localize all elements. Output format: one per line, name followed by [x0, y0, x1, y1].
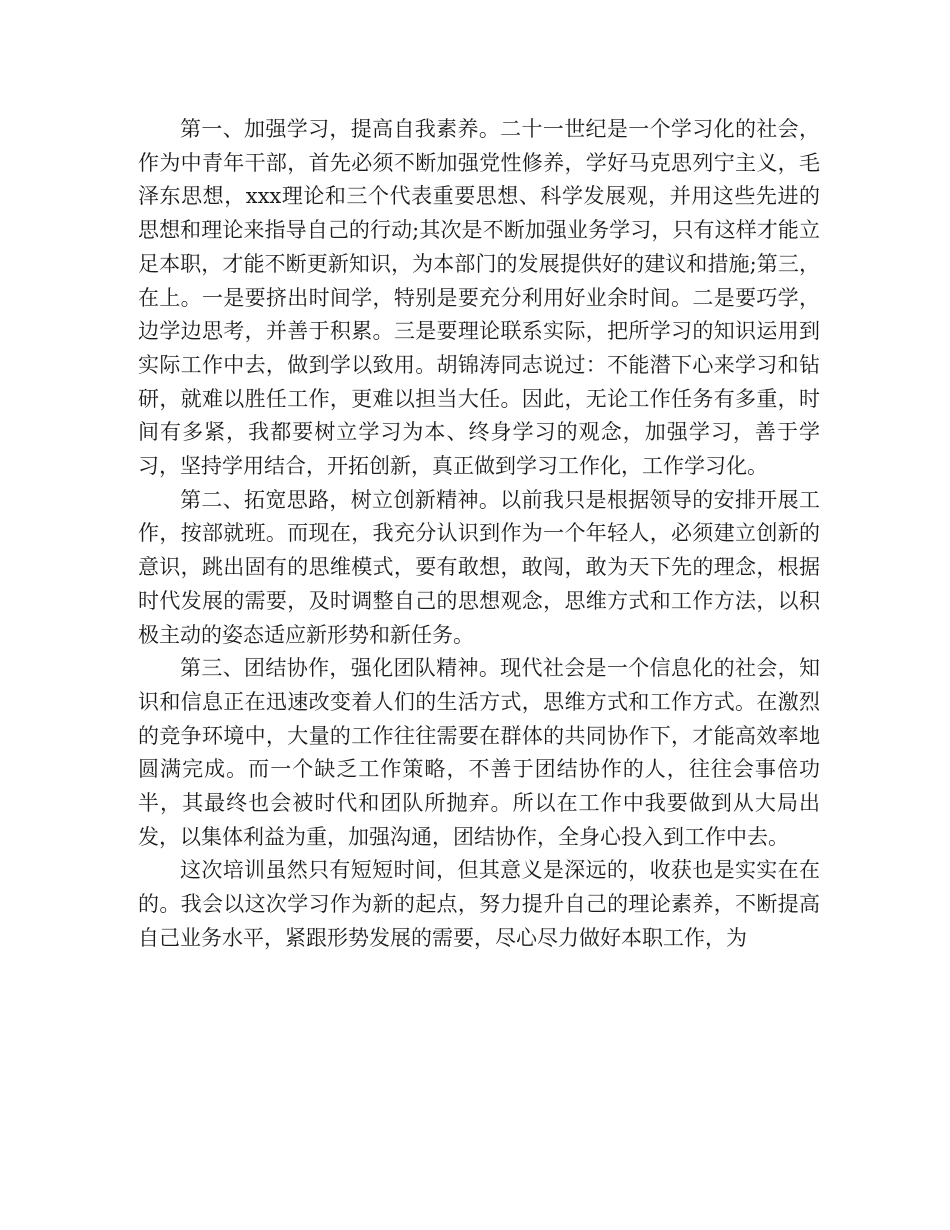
paragraph-innovation: 第二、拓宽思路，树立创新精神。以前我只是根据领导的安排开展工作，按部就班。而现在，我充分认识到作为一个年轻人，必须建立创新的意识，跳出固有的思维模式，要有敢想，敢闯，敢为天下先的理念，根据时代发展的需要，及时调整自己的思想观念，思维方式和工作方法，以积极主动的姿态适应新形势和新任务。 [138, 487, 820, 647]
document-body [138, 113, 820, 956]
paragraph-study: 第一、加强学习，提高自我素养。二十一世纪是一个学习化的社会，作为中青年干部，首先必须不断加强党性修养，学好马克思列宁主义，毛泽东思想，xxx理论和三个代表重要思想、科学发展观，并用这些先进的思想和理论来指导自己的行动;其次是不断加强业务学习，只有这样才能立足本职，才能不断更新知识，为本部门的发展提供好的建议和措施;第三，在上。一是要挤出时间学，特别是要充分利用好业余时间。二是要巧学，边学边思考，并善于积累。三是要理论联系实际，把所学习的知识运用到实际工作中去，做到学以致用。胡锦涛同志说过：不能潜下心来学习和钻研，就难以胜任工作，更难以担当大任。因此，无论工作任务有多重，时间有多紧，我都要树立学习为本、终身学习的观念，加强学习，善于学习，坚持学用结合，开拓创新，真正做到学习工作化，工作学习化。 [138, 117, 820, 479]
paragraph-conclusion: 这次培训虽然只有短短时间，但其意义是深远的，收获也是实实在在的。我会以这次学习作为新的起点，努力提升自己的理论素养，不断提高自己业务水平，紧跟形势发展的需要，尽心尽力做好本职工作，为 [138, 858, 820, 950]
paragraph-teamwork: 第三、团结协作，强化团队精神。现代社会是一个信息化的社会，知识和信息正在迅速改变着人们的生活方式，思维方式和工作方式。在激烈的竞争环境中，大量的工作往往需要在群体的共同协作下，才能高效率地圆满完成。而一个缺乏工作策略，不善于团结协作的人，往往会事倍功半，其最终也会被时代和团队所抛弃。所以在工作中我要做到从大局出发，以集体利益为重，加强沟通，团结协作，全身心投入到工作中去。 [138, 656, 820, 849]
